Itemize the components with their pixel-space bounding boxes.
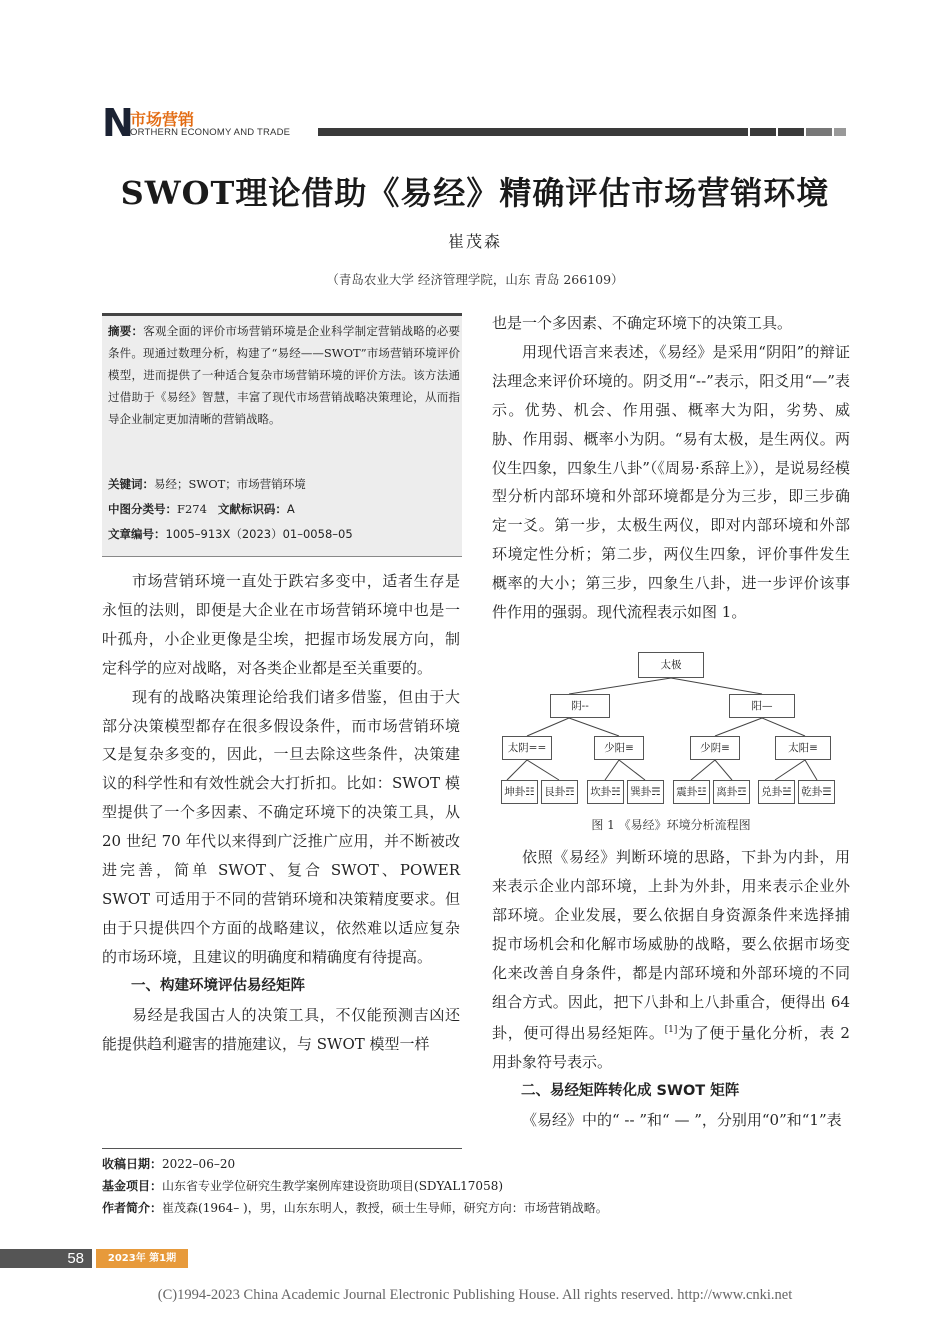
author-affiliation: （青岛农业大学 经济管理学院，山东 青岛 266109）	[326, 272, 624, 287]
citation-ref: [1]	[664, 1025, 678, 1036]
node-shaoyin: 少阴≡	[690, 736, 740, 760]
header-rule	[318, 128, 850, 136]
abstract	[108, 320, 460, 430]
paragraph: 市场营销环境一直处于跌宕多变中，适者生存是永恒的法则，即便是大企业在市场营销环境中也是一叶孤舟，小企业更像是尘埃，把握市场发展方向，制定科学的应对战略，对各类企业都是至关重要的。	[102, 572, 460, 677]
keywords-line	[108, 476, 306, 492]
body-column-right-lower	[492, 843, 850, 1135]
abstract-label: 摘要：	[108, 324, 144, 338]
paragraph: 也是一个多因素、不确定环境下的决策工具。	[492, 314, 793, 332]
node-taiyang: 太阳≡	[775, 736, 831, 760]
section-heading-2: 二、易经矩阵转化成 SWOT 矩阵	[521, 1083, 740, 1100]
node-gen: 艮卦☶	[541, 780, 578, 804]
journal-logo-letter: N	[102, 101, 134, 145]
fund-value: 山东省专业学位研究生教学案例库建设资助项目(SDYAL17058)	[162, 1179, 504, 1193]
article-number-line	[108, 526, 353, 542]
article-no-label: 文章编号：	[108, 527, 166, 541]
received-value: 2022–06–20	[162, 1157, 236, 1171]
doc-code-label: 文献标识码：	[217, 502, 287, 516]
paragraph-text-tail: 为了便于量化分析，表 2 用卦象符号表示。	[492, 1024, 850, 1072]
paragraph: 易经是我国古人的决策工具，不仅能预测吉凶还能提供趋利避害的措施建议，与 SWOT 模型一样	[102, 1005, 460, 1053]
footnote-bio	[102, 1199, 608, 1216]
keywords-label: 关键词：	[108, 477, 154, 491]
footnote-rule	[102, 1148, 462, 1149]
bio-value: 崔茂森(1964– )，男，山东东明人，教授，硕士生导师，研究方向：市场营销战略。	[162, 1201, 608, 1215]
paragraph: 现有的战略决策理论给我们诸多借鉴，但由于大部分决策模型都存在很多假设条件，而市场营销环境又是复杂多变的，因此，一旦去除这些条件，决策建议的科学性和有效性就会大打折扣。比如：SWOT 模型提供了一个多因素、不确定环境下的决策工具，从 20 世纪 70 年代以来得到广泛推广应用，并不断被改进完善，简单 SWOT、复合 SWOT、POWER SWOT 可适用于不同的营销环境和决策精度要求。但由于只提供四个方面的战略建议，依然难以适应复杂的市场环境，且建议的明确度和精确度有待提高。	[102, 687, 460, 966]
page-number: 58	[0, 1249, 92, 1268]
doc-code-value: A	[286, 502, 295, 516]
article-title: SWOT理论借助《易经》精确评估市场营销环境	[120, 174, 830, 212]
figure-caption: 图 1 《易经》环境分析流程图	[591, 818, 751, 832]
fund-label: 基金项目：	[102, 1179, 163, 1193]
node-yang: 阳—	[729, 694, 795, 718]
body-column-right-upper	[492, 309, 850, 627]
issue-tab: 2023年 第1期	[96, 1249, 188, 1268]
node-zhen: 震卦☳	[673, 780, 710, 804]
node-dui: 兑卦☱	[758, 780, 795, 804]
node-li: 离卦☲	[713, 780, 750, 804]
article-author: 崔茂森	[447, 232, 502, 251]
figure-flowchart	[492, 648, 850, 818]
classification-line	[108, 501, 295, 517]
node-shaoyang: 少阳≡	[594, 736, 644, 760]
keywords-text: 易经；SWOT；市场营销环境	[154, 477, 306, 491]
footnote-fund	[102, 1177, 503, 1194]
node-xun: 巽卦☴	[627, 780, 664, 804]
node-taiyin: 太阴==	[502, 736, 552, 760]
abstract-text: 客观全面的评价市场营销环境是企业科学制定营销战略的必要条件。现通过数理分析，构建了“易经——SWOT”市场营销环境评价模型，进而提供了一种适合复杂市场营销环境的评价方法。该方法通过借助于《易经》智慧，丰富了现代市场营销战略决策理论，从而指导企业制定更加清晰的营销战略。	[108, 324, 461, 426]
node-kan: 坎卦☵	[587, 780, 624, 804]
footnote-received	[102, 1155, 235, 1172]
paragraph: 用现代语言来表述，《易经》是采用“阴阳”的辩证法理念来评价环境的。阴爻用“--”表示，阳爻用“—”表示。优势、机会、作用强、概率大为阳，劣势、威胁、作用弱、概率小为阴。“易有太极，是生两仪。两仪生四象，四象生八卦”（《周易·系辞上》），是说易经模型分析内部环境和外部环境都是分为三步，即三步确定一爻。第一步，太极生两仪，即对内部环境和外部环境定性分析；第二步，两仪生四象，评价事件发生概率的大小；第三步，四象生八卦，进一步评价该事件作用的强弱。现代流程表示如图 1。	[492, 342, 850, 622]
body-column-left	[102, 567, 460, 1058]
clc-label: 中图分类号：	[108, 502, 177, 516]
paragraph-text: 依照《易经》判断环境的思路，下卦为内卦，用来表示企业内部环境，上卦为外卦，用来表示企业外部环境。企业发展，要么依据自身资源条件来选择捕捉市场机会和化解市场威胁的战略，要么依据市场变化来改善自身条件，都是内部环境和外部环境的不同组合方式。因此，把下八卦和上八卦重合，便得出 64 卦，便可得出易经矩阵。	[492, 848, 850, 1043]
node-taiji: 太极	[638, 652, 704, 678]
received-label: 收稿日期：	[102, 1157, 163, 1171]
clc-value: F274	[177, 502, 207, 516]
node-kun: 坤卦☷	[501, 780, 538, 804]
article-no-value: 1005–913X（2023）01–0058–05	[165, 527, 353, 541]
paragraph	[492, 843, 850, 1077]
copyright-line: (C)1994-2023 China Academic Journal Electronic Publishing House. All rights reserved. http://www.cnki.net	[157, 1287, 793, 1303]
node-qian: 乾卦☰	[798, 780, 835, 804]
section-heading-1: 一、构建环境评估易经矩阵	[131, 977, 305, 994]
journal-name-en: ORTHERN ECONOMY AND TRADE	[130, 127, 291, 138]
bio-label: 作者简介：	[102, 1201, 163, 1215]
journal-name-cn: 市场营销	[130, 110, 195, 129]
paragraph: 《易经》中的“ -- ”和“ — ”，分别用“0”和“1”表	[522, 1111, 842, 1130]
node-yin: 阴--	[550, 694, 610, 718]
